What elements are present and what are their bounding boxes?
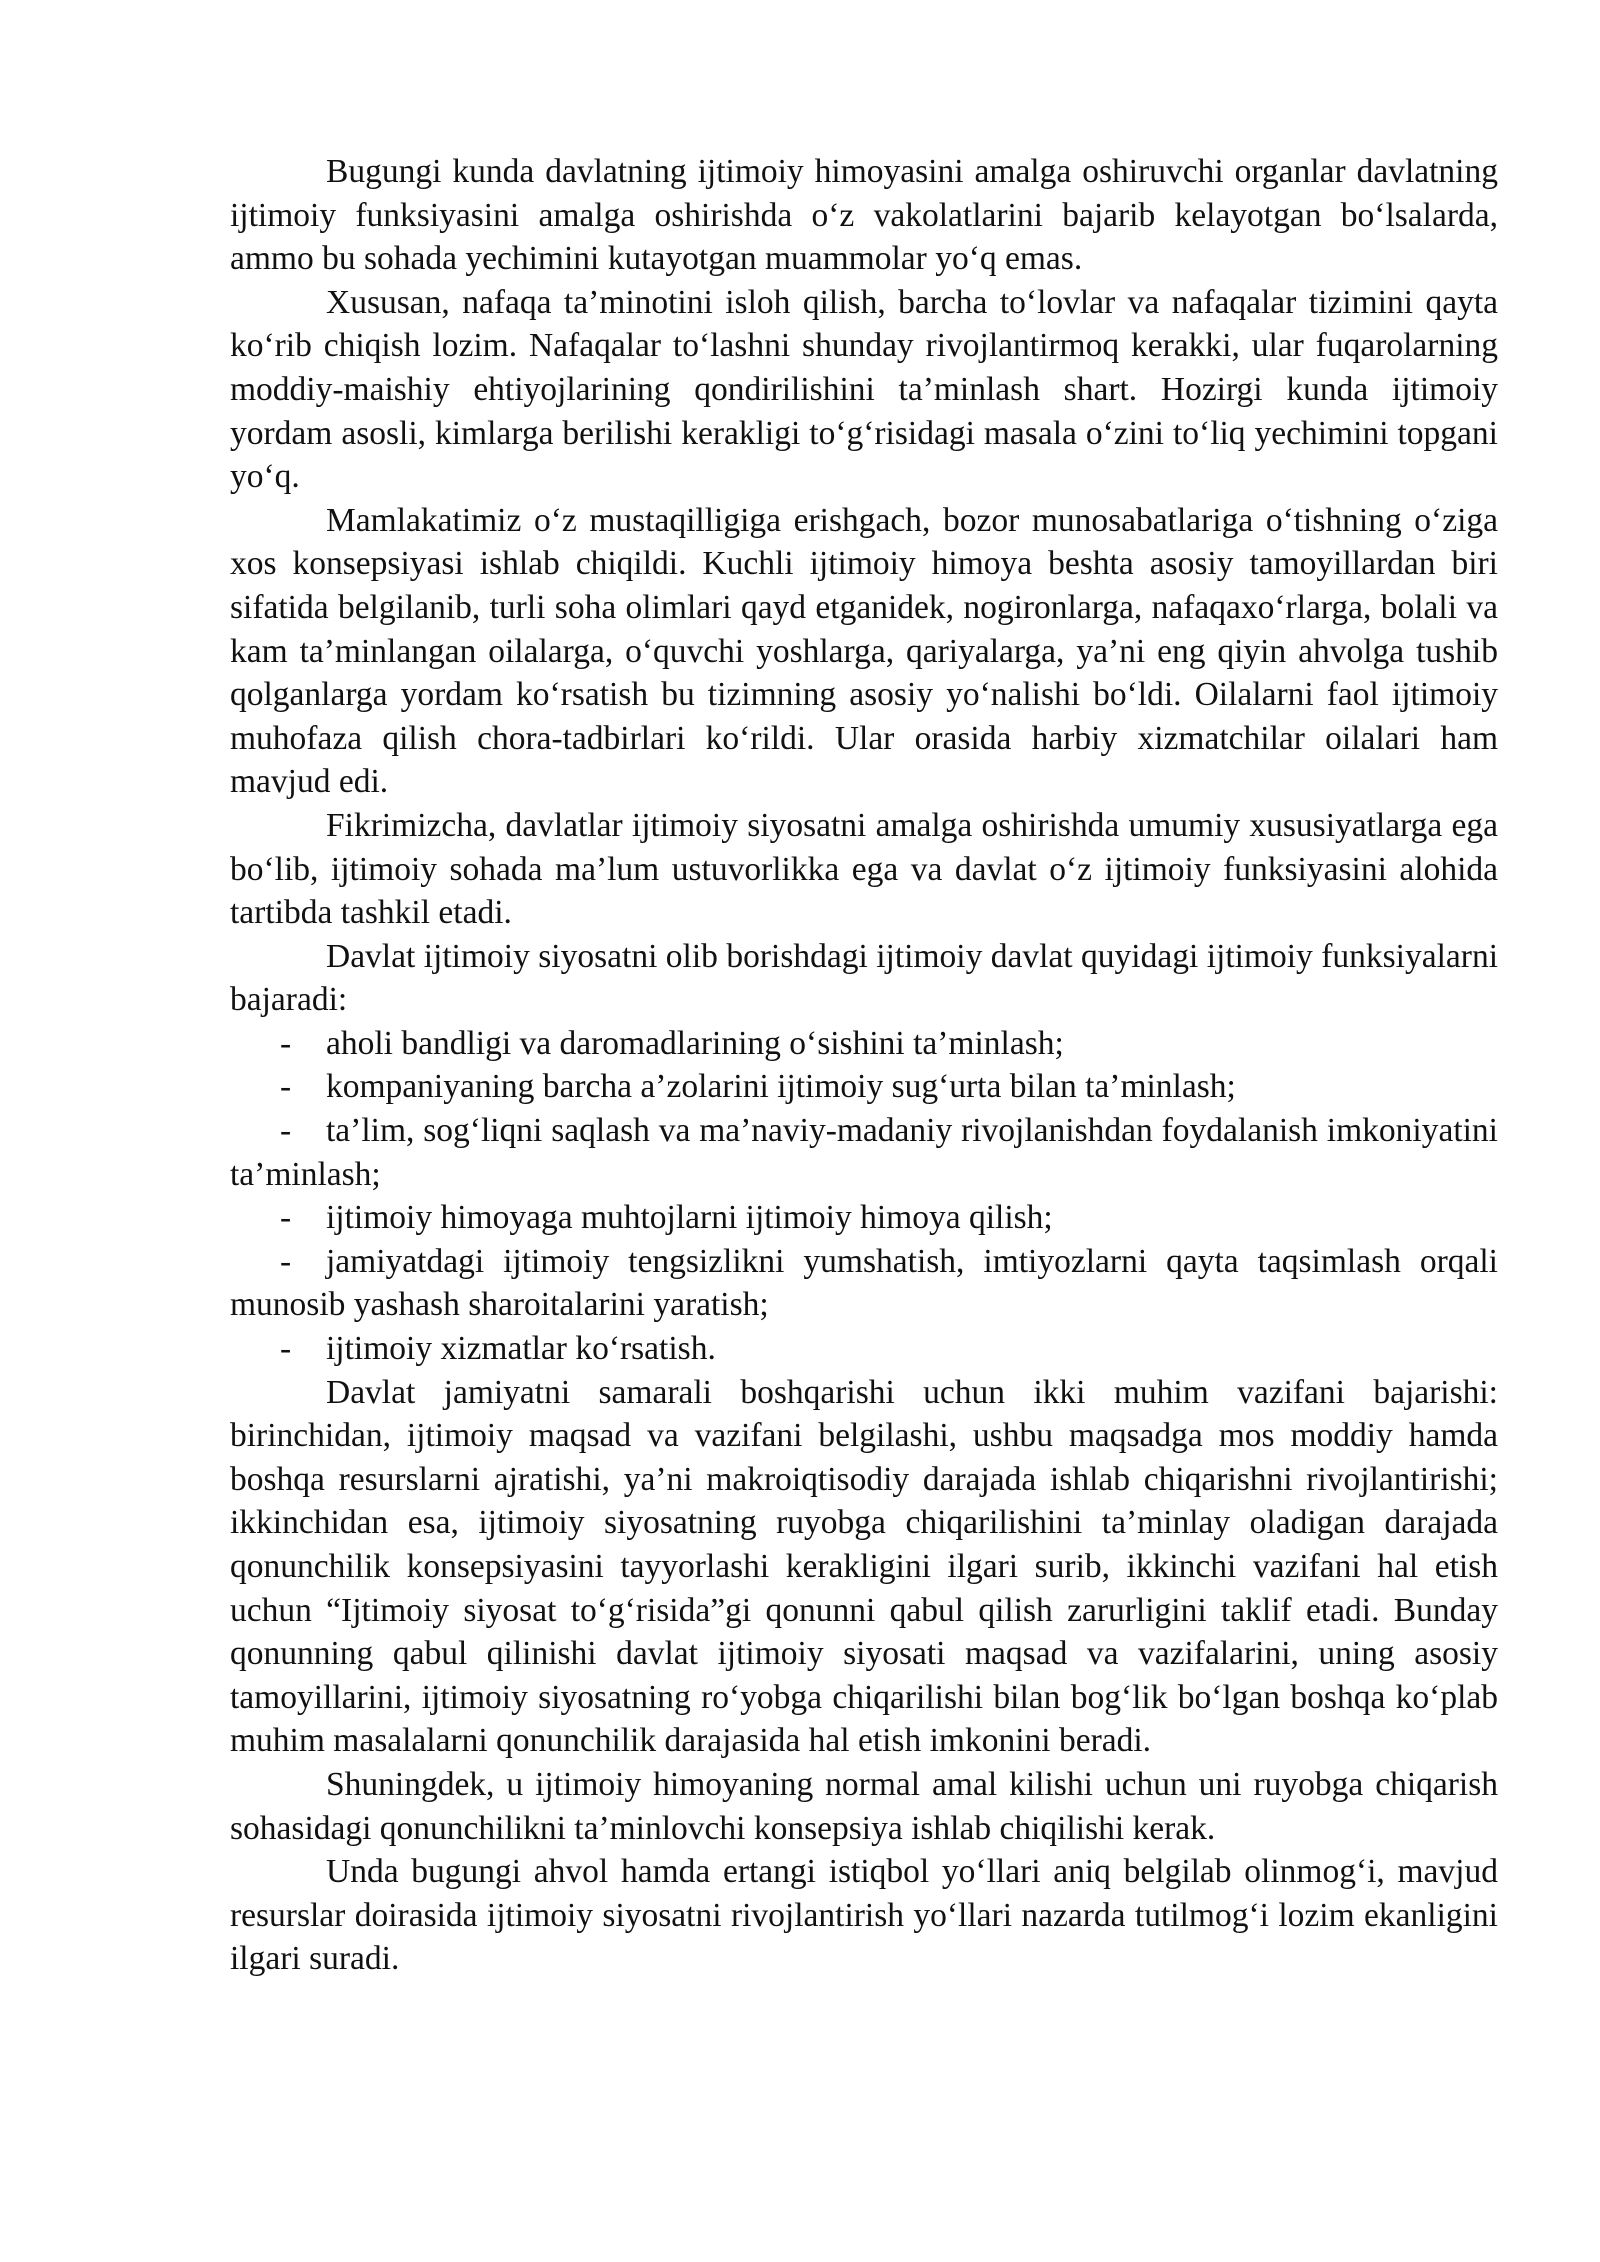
paragraph: Shuningdek, u ijtimoiy himoyaning normal amal kilishi uchun uni ruyobga chiqarish sohasidagi qonunchilikni ta’minlovchi konsepsiya ishlab chiqilishi kerak.: [230, 1765, 1498, 1847]
list-item: [230, 1327, 1498, 1371]
list-dash: -: [280, 1068, 292, 1106]
paragraph: Fikrimizcha, davlatlar ijtimoiy siyosatni amalga oshirishda umumiy xususiyatlarga ega bo‘lib, ijtimoiy sohada ma’lum ustuvorlikka ega va davlat o‘z ijtimoiy funksiyasini alohida tartibda tashkil etadi.: [230, 806, 1498, 932]
paragraph: Mamlakatimiz o‘z mustaqilligiga erishgach, bozor munosabatlariga o‘tishning o‘ziga xos konsepsiyasi ishlab chiqildi. Kuchli ijtimoiy himoya beshta asosiy tamoyillardan biri sifatida belgilanib, turli soha olimlari qayd etganidek, nogironlarga, nafaqaxo‘rlarga, bolali va kam ta’minlangan oilalarga, o‘quvchi yoshlarga, qariyalarga, ya’ni eng qiyin ahvolga tushib qolganlarga yordam ko‘rsatish bu tizimning asosiy yo‘nalishi bo‘ldi. Oilalarni faol ijtimoiy muhofaza qilish chora-tadbirlari ko‘rildi. Ular orasida harbiy xizmatchilar oilalari ham mavjud edi.: [230, 501, 1498, 801]
list-item: [230, 1109, 1498, 1196]
list-item-text: kompaniyaning barcha a’zolarini ijtimoiy sug‘urta bilan ta’minlash;: [326, 1068, 1236, 1106]
list-dash: -: [280, 1242, 292, 1280]
paragraph: Davlat ijtimoiy siyosatni olib borishdagi ijtimoiy davlat quyidagi ijtimoiy funksiyalarni bajaradi:: [230, 937, 1498, 1019]
paragraph: Unda bugungi ahvol hamda ertangi istiqbol yo‘llari aniq belgilab olinmog‘i, mavjud resurslar doirasida ijtimoiy siyosatni rivojlantirish yo‘llari nazarda tutilmog‘i lozim ekanligini ilgari suradi.: [230, 1853, 1498, 1978]
document-page: [230, 150, 1498, 1981]
list-dash: -: [280, 1199, 292, 1237]
list-item: [230, 1022, 1498, 1066]
list-dash: -: [280, 1112, 292, 1150]
list-item: [230, 1065, 1498, 1109]
list-dash: -: [280, 1330, 292, 1368]
list-item: [230, 1240, 1498, 1327]
function-list: [230, 1022, 1498, 1371]
paragraph: Xususan, nafaqa ta’minotini isloh qilish, barcha to‘lovlar va nafaqalar tizimini qayta ko‘rib chiqish lozim. Nafaqalar to‘lashni shunday rivojlantirmoq kerakki, ular fuqarolarning moddiy-maishiy ehtiyojlarining qondirilishini ta’minlash shart. Hozirgi kunda ijtimoiy yordam asosli, kimlarga berilishi kerakligi to‘g‘risidagi masala o‘zini to‘liq yechimini topgani yo‘q.: [230, 283, 1498, 496]
list-item-text: aholi bandligi va daromadlarining o‘sishini ta’minlash;: [326, 1024, 1064, 1062]
paragraph: Davlat jamiyatni samarali boshqarishi uchun ikki muhim vazifani bajarishi: birinchidan, ijtimoiy maqsad va vazifani belgilashi, ushbu maqsadga mos moddiy hamda boshqa resurslarni ajratishi, ya’ni makroiqtisodiy darajada ishlab chiqarishni rivojlantirishi; ikkinchidan esa, ijtimoiy siyosatning ruyobga chiqarilishini ta’minlay oladigan darajada qonunchilik konsepsiyasini tayyorlashi kerakligini ilgari surib, ikkinchi vazifani hal etish uchun “Ijtimoiy siyosat to‘g‘risida”gi qonunni qabul qilish zarurligini taklif etadi. Bunday qonunning qabul qilinishi davlat ijtimoiy siyosati maqsad va vazifalarini, uning asosiy tamoyillarini, ijtimoiy siyosatning ro‘yobga chiqarilishi bilan bog‘lik bo‘lgan boshqa ko‘plab muhim masalalarni qonunchilik darajasida hal etish imkonini beradi.: [230, 1373, 1498, 1760]
paragraph: Bugungi kunda davlatning ijtimoiy himoyasini amalga oshiruvchi organlar davlatning ijtimoiy funksiyasini amalga oshirishda o‘z vakolatlarini bajarib kelayotgan bo‘lsalarda, ammo bu sohada yechimini kutayotgan muammolar yo‘q emas.: [230, 153, 1498, 278]
list-dash: -: [280, 1024, 292, 1062]
list-item: [230, 1196, 1498, 1240]
list-item-text: ta’lim, sog‘liqni saqlash va ma’naviy-madaniy rivojlanishdan foydalanish imkoniyatini ta’minlash;: [230, 1112, 1498, 1193]
list-item-text: jamiyatdagi ijtimoiy tengsizlikni yumshatish, imtiyozlarni qayta taqsimlash orqali munosib yashash sharoitalarini yaratish;: [230, 1242, 1498, 1324]
list-item-text: ijtimoiy xizmatlar ko‘rsatish.: [326, 1330, 716, 1368]
list-item-text: ijtimoiy himoyaga muhtojlarni ijtimoiy himoya qilish;: [326, 1199, 1053, 1237]
